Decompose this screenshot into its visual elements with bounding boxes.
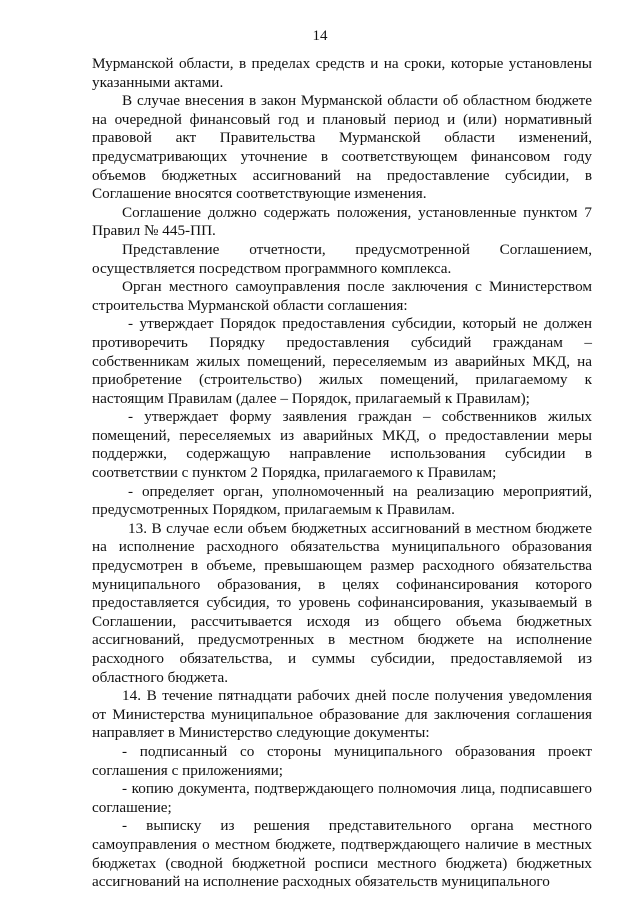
list-item: - утверждает Порядок предоставления субсидии, который не должен противоречить Порядку предоставления субсидий гражданам – собственникам жилых помещений, переселяемым из аварийных МКД, на приобретение (строительство) жилых помещений, прилагаемому к настоящим Правилам (далее – Порядок, прилагаемый к Правилам);: [92, 315, 592, 407]
paragraph-budget-changes: В случае внесения в закон Мурманской области об областном бюджете на очередной финансовый год и плановый период и (или) нормативный правовой акт Правительства Мурманской области изменений, предусматривающих уточнение в соответствующем финансовом году объемов бюджетных ассигнований на предоставление субсидии, в Соглашение вносятся соответствующие изменения.: [92, 92, 592, 203]
paragraph-agreement-content: Соглашение должно содержать положения, установленные пунктом 7 Правил № 445-ПП.: [92, 203, 592, 240]
paragraph-continuation: Мурманской области, в пределах средств и на сроки, которые установлены указанными актами.: [92, 55, 592, 91]
list-item: - определяет орган, уполномоченный на реализацию мероприятий, предусмотренных Порядком, прилагаемым к Правилам.: [92, 482, 592, 519]
list-item: - выписку из решения представительного органа местного самоуправления о местном бюджете, подтверждающего наличие в местных бюджетах (сводной бюджетной росписи местного бюджета) бюджетных ассигнований на исполнение расходных обязательств муниципального: [92, 817, 592, 891]
paragraph-reporting: Представление отчетности, предусмотренной Соглашением, осуществляется посредством программного комплекса.: [92, 240, 592, 277]
paragraph-clause-13: 13. В случае если объем бюджетных ассигнований в местном бюджете на исполнение расходного обязательства муниципального образования предусмотрен в объеме, превышающем размер расходного обязательства муниципального образования, в целях софинансирования которого предоставляется субсидия, то уровень софинансирования, указываемый в Соглашении, рассчитывается исходя из общего объема бюджетных ассигнований, предусмотренных в местном бюджете на исполнение расходного обязательства, и суммы субсидии, предоставляемой из областного бюджета.: [92, 519, 592, 686]
list-item: - копию документа, подтверждающего полномочия лица, подписавшего соглашение;: [92, 780, 592, 816]
page-number: 14: [312, 28, 328, 44]
list-item: - утверждает форму заявления граждан – собственников жилых помещений, переселяемых из аварийных МКД, о предоставлении меры поддержки, содержащую направление использования субсидии в соответствии с пунктом 2 Порядка, прилагаемого к Правилам;: [92, 408, 592, 482]
document-body: [92, 55, 592, 892]
list-item: - подписанный со стороны муниципального образования проект соглашения с приложениями;: [92, 742, 592, 779]
paragraph-local-authority: Орган местного самоуправления после заключения с Министерством строительства Мурманской области соглашения:: [92, 278, 592, 314]
paragraph-clause-14: 14. В течение пятнадцати рабочих дней после получения уведомления от Министерства муниципальное образование для заключения соглашения направляет в Министерство следующие документы:: [92, 687, 592, 742]
